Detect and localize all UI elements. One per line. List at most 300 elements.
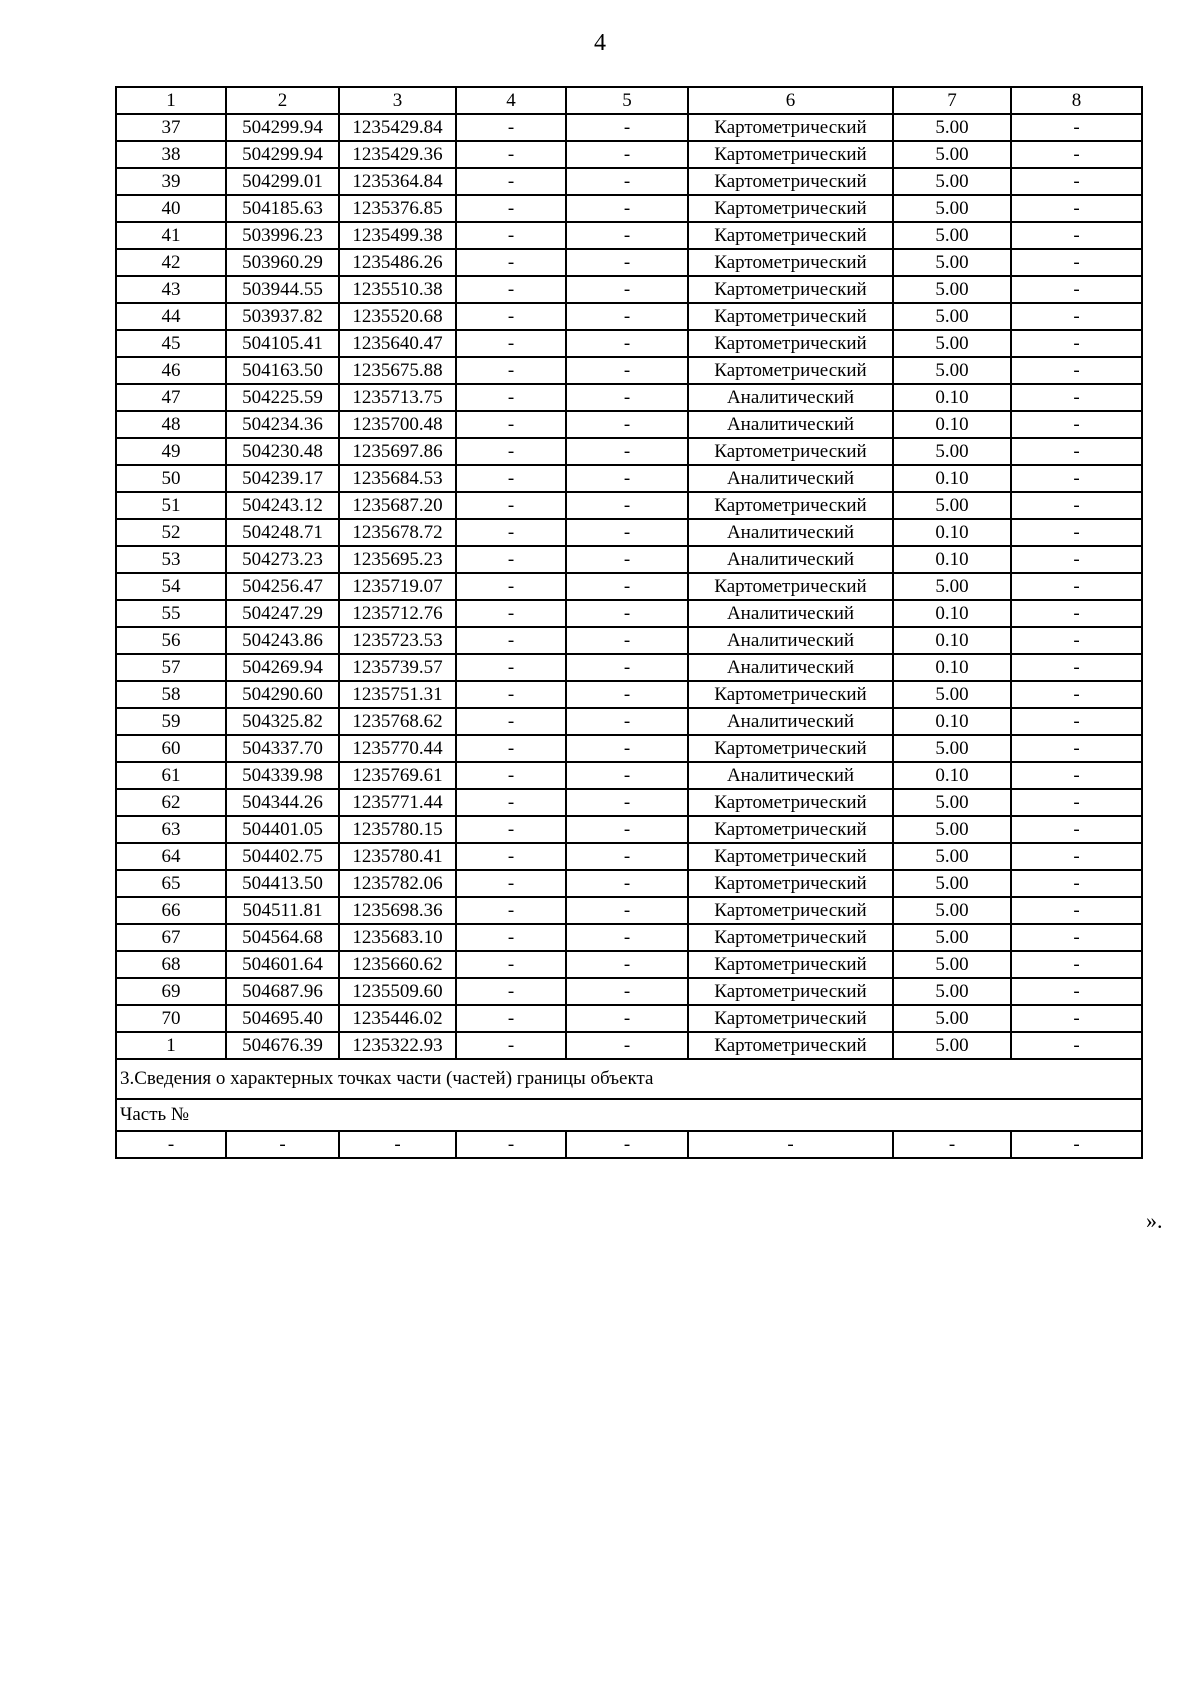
table-cell: - [566,870,688,897]
table-cell: - [456,357,566,384]
table-cell: Картометрический [688,951,893,978]
table-cell: 48 [116,411,226,438]
table-cell: 5.00 [893,1005,1011,1032]
table-row [116,303,1142,330]
table-cell: 504337.70 [226,735,339,762]
table-cell: - [1011,276,1142,303]
table-cell: 0.10 [893,600,1011,627]
table-cell: 504247.29 [226,600,339,627]
table-cell: - [456,870,566,897]
table-cell: - [456,951,566,978]
table-cell: - [1011,357,1142,384]
table-cell: 49 [116,438,226,465]
table-cell: Картометрический [688,1005,893,1032]
table-cell: - [456,600,566,627]
table-cell: - [116,1131,226,1158]
table-cell: 504401.05 [226,816,339,843]
table-cell: - [1011,924,1142,951]
table-cell: Картометрический [688,789,893,816]
table-cell: 1235640.47 [339,330,456,357]
table-cell: 1235322.93 [339,1032,456,1059]
table-cell: 5.00 [893,276,1011,303]
table-cell: 5.00 [893,222,1011,249]
table-cell: - [456,789,566,816]
table-cell: - [1011,1032,1142,1059]
table-cell: 1235429.84 [339,114,456,141]
table-cell: Картометрический [688,303,893,330]
table-cell: 1235698.36 [339,897,456,924]
table-cell: Картометрический [688,195,893,222]
section-title: 3.Сведения о характерных точках части (частей) границы объекта [116,1059,1142,1099]
table-cell: 504273.23 [226,546,339,573]
table-cell: 1235678.72 [339,519,456,546]
table-row [116,141,1142,168]
table-cell: - [456,762,566,789]
table-cell: - [456,384,566,411]
table-row [116,330,1142,357]
table-row [116,870,1142,897]
table-cell: - [893,1131,1011,1158]
table-cell: 45 [116,330,226,357]
table-cell: - [456,1005,566,1032]
table-cell: 5.00 [893,681,1011,708]
table-cell: - [566,411,688,438]
table-cell: - [1011,384,1142,411]
table-cell: 43 [116,276,226,303]
coordinates-table [115,86,1143,1159]
table-cell: 1235770.44 [339,735,456,762]
table-cell: - [566,249,688,276]
table-cell: 5.00 [893,573,1011,600]
table-cell: 5.00 [893,1032,1011,1059]
table-cell: 504413.50 [226,870,339,897]
table-cell: - [456,141,566,168]
table-row [116,492,1142,519]
table-cell: - [226,1131,339,1158]
column-header: 8 [1011,87,1142,114]
table-cell: - [1011,141,1142,168]
table-cell: 5.00 [893,924,1011,951]
table-cell: 504299.94 [226,141,339,168]
table-cell: 504299.01 [226,168,339,195]
table-cell: 1235712.76 [339,600,456,627]
table-cell: - [566,951,688,978]
table-row [116,573,1142,600]
table-cell: - [566,600,688,627]
table-cell: 57 [116,654,226,681]
column-header: 4 [456,87,566,114]
table-cell: - [566,708,688,735]
table-cell: - [566,195,688,222]
table-cell: - [456,924,566,951]
table-cell: 504243.86 [226,627,339,654]
table-cell: Картометрический [688,438,893,465]
table-cell: - [1011,114,1142,141]
table-cell: 63 [116,816,226,843]
table-row [116,843,1142,870]
table-cell: 69 [116,978,226,1005]
table-cell: 67 [116,924,226,951]
table-cell: - [456,573,566,600]
table-cell: 504185.63 [226,195,339,222]
table-cell: - [1011,1131,1142,1158]
table-row [116,438,1142,465]
table-row [116,114,1142,141]
table-cell: - [566,789,688,816]
table-cell: 1235713.75 [339,384,456,411]
table-row [116,465,1142,492]
table-cell: 55 [116,600,226,627]
table-cell: 504402.75 [226,843,339,870]
table-cell: - [566,303,688,330]
table-row [116,681,1142,708]
table-cell: 504695.40 [226,1005,339,1032]
column-header: 1 [116,87,226,114]
table-cell: - [566,924,688,951]
table-cell: 5.00 [893,843,1011,870]
table-cell: - [566,276,688,303]
table-cell: Картометрический [688,924,893,951]
table-cell: - [1011,249,1142,276]
table-cell: - [456,654,566,681]
table-cell: - [1011,870,1142,897]
table-cell: - [566,546,688,573]
table-cell: 5.00 [893,492,1011,519]
table-cell: - [1011,708,1142,735]
table-row [116,708,1142,735]
table-row [116,600,1142,627]
table-cell: 504234.36 [226,411,339,438]
table-cell: 5.00 [893,303,1011,330]
table-cell: 42 [116,249,226,276]
table-cell: 1235509.60 [339,978,456,1005]
table-cell: 0.10 [893,654,1011,681]
table-cell: - [456,465,566,492]
table-row [116,519,1142,546]
table-cell: 0.10 [893,411,1011,438]
table-cell: 61 [116,762,226,789]
table-cell: - [456,843,566,870]
table-cell: - [1011,897,1142,924]
table-row [116,762,1142,789]
table-cell: 64 [116,843,226,870]
table-row [116,357,1142,384]
table-cell: Картометрический [688,330,893,357]
table-cell: - [566,114,688,141]
table-cell: Картометрический [688,1032,893,1059]
table-cell: - [566,492,688,519]
table-cell: 5.00 [893,114,1011,141]
table-cell: Аналитический [688,627,893,654]
table-cell: 503960.29 [226,249,339,276]
table-cell: 503996.23 [226,222,339,249]
table-cell: 504299.94 [226,114,339,141]
table-row [116,978,1142,1005]
table-cell: 5.00 [893,897,1011,924]
table-cell: 5.00 [893,735,1011,762]
table-row [116,816,1142,843]
table-cell: - [1011,303,1142,330]
table-cell: 5.00 [893,330,1011,357]
table-cell: - [566,681,688,708]
table-cell: 59 [116,708,226,735]
table-cell: 5.00 [893,168,1011,195]
table-row [116,897,1142,924]
table-cell: - [566,654,688,681]
table-cell: 504256.47 [226,573,339,600]
table-cell: - [1011,195,1142,222]
table-cell: - [456,492,566,519]
table-row [116,1005,1142,1032]
table-cell: - [566,1032,688,1059]
table-row [116,1131,1142,1158]
table-row [116,546,1142,573]
table-cell: - [1011,843,1142,870]
table-cell: Картометрический [688,168,893,195]
table-cell: 1235510.38 [339,276,456,303]
table-cell: 62 [116,789,226,816]
table-cell: 1235675.88 [339,357,456,384]
table-cell: 1235684.53 [339,465,456,492]
table-cell: 70 [116,1005,226,1032]
table-cell: 54 [116,573,226,600]
column-header: 5 [566,87,688,114]
table-cell: - [456,519,566,546]
table-cell: Картометрический [688,276,893,303]
part-label: Часть № [116,1099,1142,1131]
table-cell: - [456,681,566,708]
table-cell: - [456,1032,566,1059]
section-title-row [116,1059,1142,1099]
table-cell: - [456,249,566,276]
table-cell: 1235687.20 [339,492,456,519]
table-cell: 504163.50 [226,357,339,384]
table-cell: 51 [116,492,226,519]
table-cell: 68 [116,951,226,978]
table-cell: 1235751.31 [339,681,456,708]
table-cell: 1235780.41 [339,843,456,870]
table-cell: 41 [116,222,226,249]
table-cell: 504676.39 [226,1032,339,1059]
table-cell: - [1011,735,1142,762]
table-row [116,735,1142,762]
table-cell: 1235520.68 [339,303,456,330]
table-cell: 1235771.44 [339,789,456,816]
table-cell: Картометрический [688,897,893,924]
table-cell: 504105.41 [226,330,339,357]
table-cell: - [456,330,566,357]
table-cell: - [456,222,566,249]
table-cell: 47 [116,384,226,411]
table-row [116,951,1142,978]
table-cell: 1235364.84 [339,168,456,195]
table-cell: - [456,195,566,222]
table-cell: 1235695.23 [339,546,456,573]
table-cell: - [1011,330,1142,357]
table-header-row [116,87,1142,114]
table-cell: 504564.68 [226,924,339,951]
table-cell: 44 [116,303,226,330]
table-cell: - [456,168,566,195]
table-cell: 46 [116,357,226,384]
table-cell: 1235697.86 [339,438,456,465]
table-cell: 53 [116,546,226,573]
column-header: 3 [339,87,456,114]
table-cell: 0.10 [893,384,1011,411]
table-cell: 503944.55 [226,276,339,303]
table-cell: - [1011,465,1142,492]
table-cell: - [1011,600,1142,627]
table-cell: - [456,303,566,330]
table-cell: - [456,114,566,141]
table-row [116,249,1142,276]
table-cell: 1235486.26 [339,249,456,276]
table-cell: - [1011,789,1142,816]
table-row [116,195,1142,222]
table-cell: 5.00 [893,195,1011,222]
table-cell: - [339,1131,456,1158]
table-cell: 1 [116,1032,226,1059]
table-cell: - [566,357,688,384]
table-cell: - [566,762,688,789]
table-cell: 60 [116,735,226,762]
table-cell: - [1011,978,1142,1005]
table-cell: - [456,276,566,303]
table-cell: Картометрический [688,843,893,870]
table-cell: 504248.71 [226,519,339,546]
table-cell: - [566,843,688,870]
table-body [116,114,1142,1158]
table-cell: 39 [116,168,226,195]
table-cell: 504225.59 [226,384,339,411]
table-cell: - [566,897,688,924]
table-cell: - [456,438,566,465]
table-cell: - [456,1131,566,1158]
table-cell: 38 [116,141,226,168]
table-cell: - [566,222,688,249]
table-cell: - [566,978,688,1005]
table-cell: 504339.98 [226,762,339,789]
table-row [116,627,1142,654]
table-cell: - [1011,627,1142,654]
table-cell: 504239.17 [226,465,339,492]
table-cell: - [566,168,688,195]
table-cell: - [1011,654,1142,681]
table-cell: 66 [116,897,226,924]
table-cell: 504243.12 [226,492,339,519]
table-cell: 1235768.62 [339,708,456,735]
table-cell: 1235723.53 [339,627,456,654]
table-cell: 0.10 [893,465,1011,492]
table-cell: 5.00 [893,789,1011,816]
table-cell: 5.00 [893,249,1011,276]
table-cell: 65 [116,870,226,897]
table-cell: 1235660.62 [339,951,456,978]
table-cell: Картометрический [688,222,893,249]
table-cell: 1235739.57 [339,654,456,681]
table-cell: - [566,1005,688,1032]
table-cell: - [566,519,688,546]
part-label-row [116,1099,1142,1131]
table-cell: 1235719.07 [339,573,456,600]
column-header: 2 [226,87,339,114]
table-row [116,276,1142,303]
table-cell: Картометрический [688,357,893,384]
table-cell: - [566,330,688,357]
table-cell: - [1011,951,1142,978]
table-cell: 5.00 [893,951,1011,978]
table-cell: 1235499.38 [339,222,456,249]
closing-quote: ». [1146,1208,1163,1233]
table-cell: 5.00 [893,978,1011,1005]
table-cell: - [566,627,688,654]
table-row [116,222,1142,249]
table-cell: - [456,546,566,573]
table-cell: 40 [116,195,226,222]
table-row [116,411,1142,438]
table-cell: 37 [116,114,226,141]
table-cell: Картометрический [688,249,893,276]
table-cell: 50 [116,465,226,492]
table-cell: Картометрический [688,870,893,897]
table-cell: 503937.82 [226,303,339,330]
table-cell: 1235769.61 [339,762,456,789]
table-cell: - [456,735,566,762]
table-cell: - [1011,816,1142,843]
table-cell: Аналитический [688,708,893,735]
table-cell: 504269.94 [226,654,339,681]
table-cell: - [456,627,566,654]
table-cell: Картометрический [688,735,893,762]
page-number: 4 [594,30,606,56]
table-cell: 5.00 [893,357,1011,384]
table-cell: 5.00 [893,816,1011,843]
table-cell: 504325.82 [226,708,339,735]
table-cell: 5.00 [893,870,1011,897]
table-cell: 56 [116,627,226,654]
table-cell: - [1011,762,1142,789]
table-cell: 0.10 [893,546,1011,573]
table-cell: 5.00 [893,141,1011,168]
table-cell: Аналитический [688,411,893,438]
table-cell: - [566,735,688,762]
table-cell: 504230.48 [226,438,339,465]
table-cell: Картометрический [688,681,893,708]
table-cell: - [1011,546,1142,573]
table-cell: 504344.26 [226,789,339,816]
table-cell: 1235376.85 [339,195,456,222]
table-cell: Картометрический [688,816,893,843]
table-cell: Аналитический [688,654,893,681]
table-cell: 504290.60 [226,681,339,708]
table-cell: - [566,816,688,843]
table-cell: - [566,465,688,492]
table-cell: 0.10 [893,627,1011,654]
table-row [116,1032,1142,1059]
table-cell: 1235446.02 [339,1005,456,1032]
table-cell: - [456,978,566,1005]
table-cell: Картометрический [688,492,893,519]
table-cell: - [566,141,688,168]
table-cell: Аналитический [688,519,893,546]
table-cell: 0.10 [893,519,1011,546]
table-cell: 1235683.10 [339,924,456,951]
table-cell: Аналитический [688,384,893,411]
table-cell: - [1011,168,1142,195]
table-cell: - [566,384,688,411]
table-cell: 0.10 [893,708,1011,735]
table-cell: Картометрический [688,978,893,1005]
